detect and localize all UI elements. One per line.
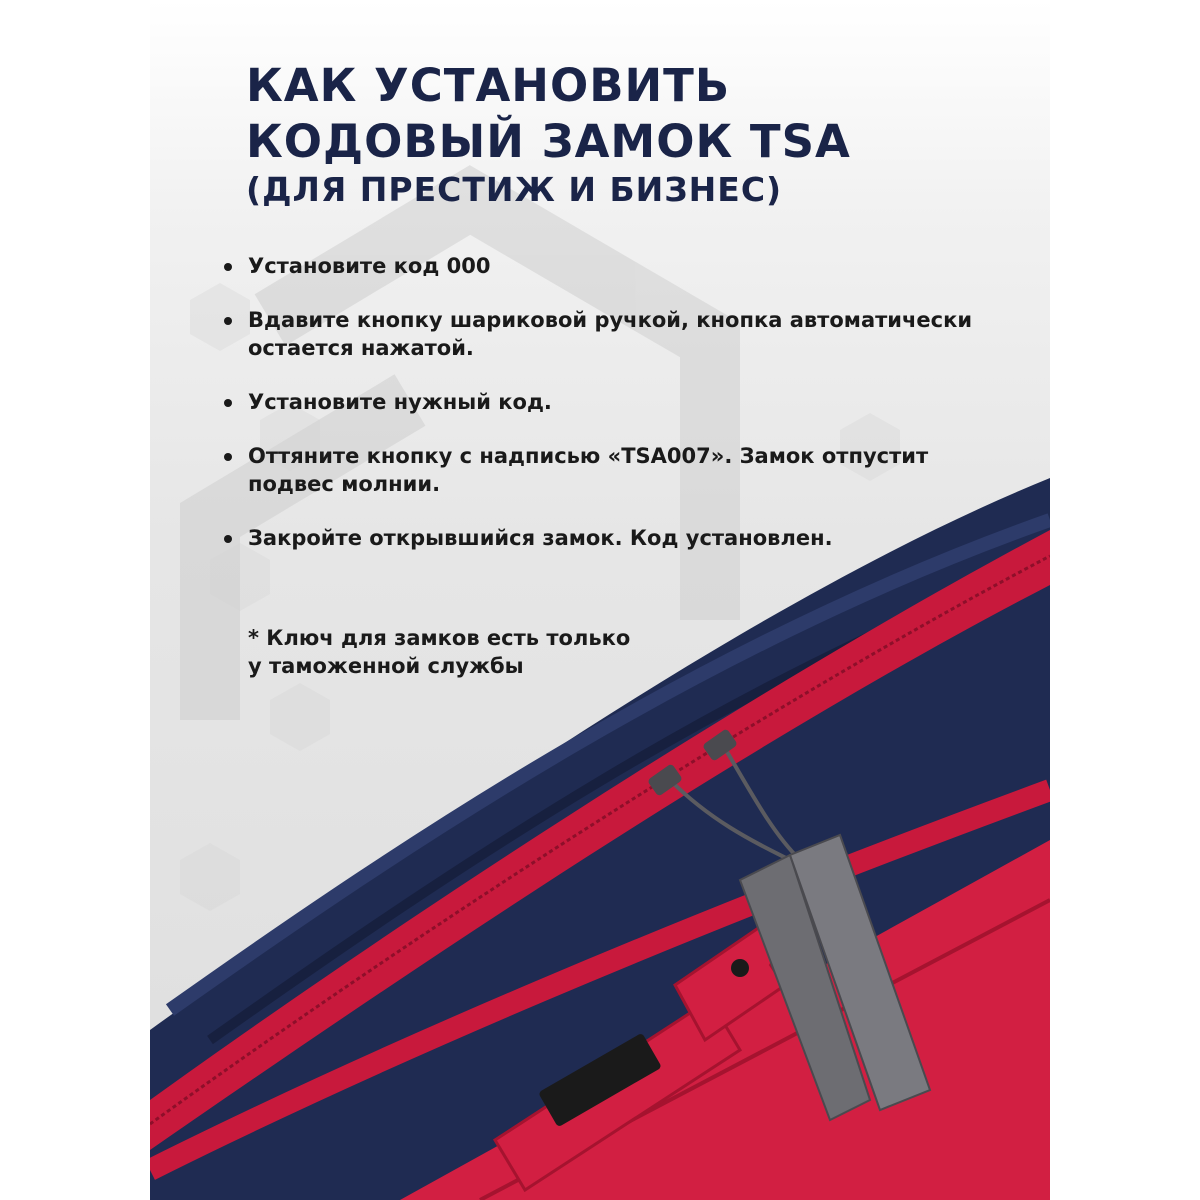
footnote [248, 624, 748, 680]
instruction-step: Оттяните кнопку с надписью «TSA007». Замок отпустит подвес молнии. [222, 442, 982, 498]
instruction-step: Вдавите кнопку шариковой ручкой, кнопка автоматически остается нажатой. [222, 306, 982, 362]
instruction-step: Установите нужный код. [222, 388, 982, 416]
title-line-1: КАК УСТАНОВИТЬ [246, 59, 731, 112]
footnote-line-2: у таможенной службы [248, 654, 524, 678]
page-title [246, 58, 1026, 170]
footnote-line-1: * Ключ для замков есть только [248, 626, 631, 650]
instruction-list [222, 252, 982, 552]
page-subtitle: (ДЛЯ ПРЕСТИЖ И БИЗНЕС) [246, 170, 783, 209]
instruction-step: Установите код 000 [222, 252, 982, 280]
title-line-2: КОДОВЫЙ ЗАМОК TSA [246, 115, 851, 168]
instruction-step: Закройте открывшийся замок. Код установлен. [222, 524, 982, 552]
